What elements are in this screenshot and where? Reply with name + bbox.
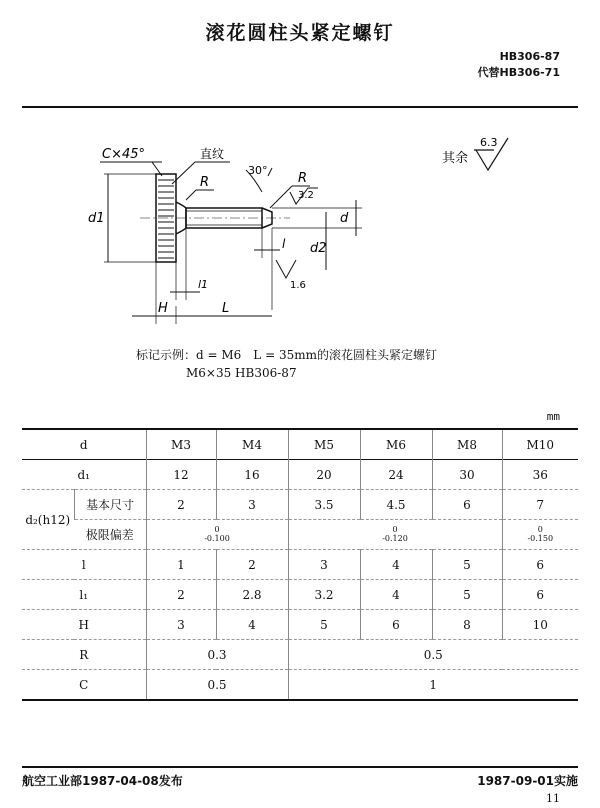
table-row-d2-tol [22,520,578,550]
dimension-table [22,428,578,701]
table-cell: 1 [288,670,578,701]
row-sublabel: 极限偏差 [85,528,134,542]
page-number: 11 [546,792,560,805]
table-cell: 5 [288,610,360,640]
tol-lower: -0.100 [204,534,230,543]
table-cell: 2 [216,550,288,580]
table-cell: 0.5 [288,640,578,670]
row-sublabel: 基本尺寸 [74,490,146,520]
table-cell: 3 [288,550,360,580]
footer-rule [22,766,578,768]
tol-lower: -0.150 [527,534,554,543]
header-cell: M4 [216,429,288,460]
table-cell: 20 [288,460,360,490]
roughness-side-symbol [276,260,296,278]
table-cell: 6 [502,550,578,580]
screw-drawing [0,110,600,340]
table-row-d1 [22,460,578,490]
unit-label: mm [546,410,560,423]
row-label: H [78,617,89,632]
roughness-side: 1.6 [290,280,306,291]
table-row-l1 [22,580,578,610]
table-cell: 3.2 [288,580,360,610]
table-cell: 4.5 [360,490,432,520]
table-cell: 1 [146,550,216,580]
row-label: R [79,647,89,662]
table-cell: 24 [360,460,432,490]
roughness-other: 6.3 [480,136,498,149]
row-label: l₁ [79,587,89,602]
header-cell: M3 [146,429,216,460]
table-cell: 6 [502,580,578,610]
table-header-row [22,429,578,460]
knurl-label: 直纹 [200,147,225,161]
dim-l: l [282,237,286,251]
dim-L: L [222,301,230,316]
row-label: l [81,557,86,572]
table-cell: 12 [146,460,216,490]
tolerance-cell [288,520,502,550]
dim-d2: d2 [310,241,327,256]
tol-lower: -0.120 [382,534,408,543]
table-row-R [22,640,578,670]
example-line-2: M6×35 HB306-87 [186,366,297,380]
replaces-code: 代替HB306-71 [477,66,560,79]
dim-d1: d1 [88,211,105,226]
table-cell: 4 [360,580,432,610]
table-cell: 4 [216,610,288,640]
header-cell: M5 [288,429,360,460]
header-cell: M6 [360,429,432,460]
table-cell: 0.5 [146,670,288,701]
dim-H: H [158,301,168,316]
table-cell: 5 [432,580,502,610]
roughness-tip: 3.2 [298,190,314,201]
table-cell: 2 [146,580,216,610]
table-cell: 8 [432,610,502,640]
table-cell: 6 [432,490,502,520]
table-cell: 2 [146,490,216,520]
page-title: 滚花圆柱头紧定螺钉 [205,22,395,44]
table-row-d2-basic [22,490,578,520]
table-row-H [22,610,578,640]
table-cell: 30 [432,460,502,490]
table-row-l [22,550,578,580]
table-cell: 16 [216,460,288,490]
header-rule [22,106,578,108]
table-cell: 3 [216,490,288,520]
angle-label: 30° [248,164,268,177]
tolerance-cell [502,520,578,550]
table-cell: 6 [360,610,432,640]
tol-upper: 0 [214,525,220,534]
tolerance-cell [146,520,288,550]
table-cell: 4 [360,550,432,580]
tol-upper: 0 [537,525,543,534]
table-cell: 10 [502,610,578,640]
r-tip-label: R [298,171,308,186]
tol-upper: 0 [392,525,398,534]
row-label: C [79,677,89,692]
effective-date: 1987-09-01实施 [477,774,578,788]
table-cell: 3.5 [288,490,360,520]
table-cell: 36 [502,460,578,490]
roughness-other-prefix: 其余 [442,151,469,166]
table-row-C [22,670,578,701]
table-cell: 5 [432,550,502,580]
example-line-1: 标记示例：d = M6 L = 35mm的滚花圆柱头紧定螺钉 [136,348,437,362]
table-cell: 3 [146,610,216,640]
issued-date: 航空工业部1987-04-08发布 [22,774,183,788]
r-head-label: R [200,175,210,190]
header-cell: d [79,437,88,452]
row-label: d₂(h12) [22,490,74,550]
dim-l1: l1 [198,278,209,291]
table-cell: 7 [502,490,578,520]
header-cell: M10 [502,429,578,460]
header-cell: M8 [432,429,502,460]
chamfer-label: C×45° [102,147,146,162]
dim-d: d [340,211,349,226]
standard-code: HB306-87 [499,50,560,63]
row-label: d₁ [77,467,90,482]
table-cell: 0.3 [146,640,288,670]
table-cell: 2.8 [216,580,288,610]
